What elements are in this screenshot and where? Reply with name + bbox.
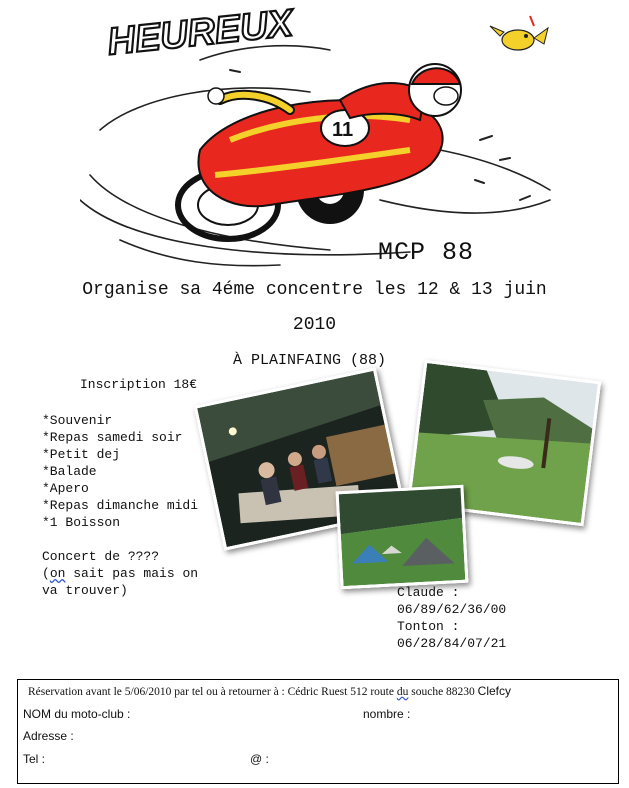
- inscription-price: Inscription 18€: [80, 377, 198, 392]
- campsite-tents-photo: [336, 485, 469, 590]
- phone-field[interactable]: Tel :: [23, 752, 46, 766]
- list-item: *Souvenir: [42, 413, 113, 428]
- list-item: *1 Boisson: [42, 515, 121, 530]
- list-item: *Repas dimanche midi: [42, 498, 199, 513]
- headline-line-2: 2010: [292, 315, 337, 335]
- contact-name: Tonton :: [397, 619, 460, 634]
- logo-lettering: HEUREUX: [105, 2, 295, 64]
- email-field[interactable]: @ :: [250, 752, 269, 766]
- reservation-note: Réservation avant le 5/06/2010 par tel ou à retourner à : Cédric Ruest 512 route du souche 88230 Clefcy: [28, 684, 512, 698]
- list-item: *Apero: [42, 481, 89, 496]
- contact-phone: 06/89/62/36/00: [397, 602, 507, 617]
- list-item: *Balade: [42, 464, 97, 479]
- list-item: *Petit dej: [42, 447, 121, 462]
- concert-line: (on sait pas mais on: [42, 566, 199, 581]
- concert-line: va trouver): [42, 583, 128, 598]
- bike-number: 11: [332, 119, 354, 141]
- contact-name: Claude :: [397, 585, 460, 600]
- club-title: MCP 88: [378, 238, 475, 267]
- count-field[interactable]: nombre :: [363, 707, 411, 721]
- list-item: *Repas samedi soir: [42, 430, 183, 445]
- concert-note: [42, 548, 252, 599]
- contacts-block: [397, 584, 506, 652]
- address-field[interactable]: Adresse :: [23, 729, 74, 743]
- logo-text: [106, 2, 298, 63]
- hero-illustration: [80, 0, 560, 270]
- venue: À PLAINFAING (88): [233, 352, 387, 369]
- club-name-field[interactable]: NOM du moto-club :: [23, 707, 131, 721]
- contact-phone: 06/28/84/07/21: [397, 636, 507, 651]
- headline-line-1: Organise sa 4éme concentre les 12 & 13 juin: [82, 280, 547, 300]
- included-items-list: [42, 412, 198, 531]
- concert-line: Concert de ????: [42, 549, 160, 564]
- reservation-form: [17, 679, 619, 784]
- motorcycle-rider-drawing: [178, 64, 461, 239]
- bird-icon: [490, 16, 548, 50]
